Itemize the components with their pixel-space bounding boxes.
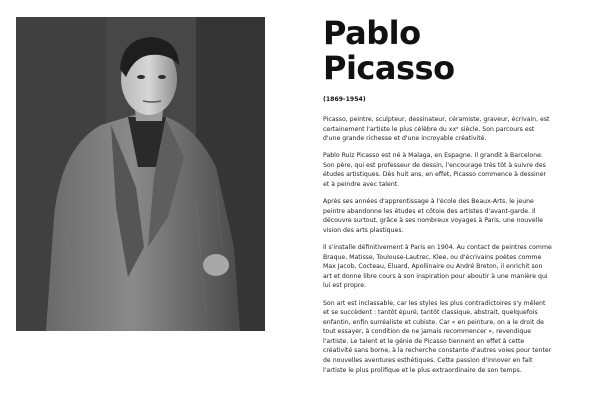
portrait-illustration [16, 17, 265, 331]
title-line-last-name: Picasso [323, 49, 455, 87]
title-line-first-name: Pablo [323, 14, 421, 52]
bio-paragraph: Après ses années d'apprentissage à l'école des Beaux-Arts, le jeune peintre abandonne les études et côtoie des artistes d'avant-garde. Il découvre surtout, grâce à ses nombreux voyages à Paris, une nouvelle vision des arts plastiques. [323, 198, 543, 234]
portrait-photo [16, 17, 265, 331]
bio-paragraph: Il s'installe définitivement à Paris en 1904. Au contact de peintres comme Braque, Matisse, Toulouse-Lautrec, Klee, ou d'écrivains poètes comme Max Jacob, Cocteau, Eluard, Apollinaire ou André Breton, il enrichit son art et donne libre cours à son inspiration pour aboutir à une manière qui lui est propre. [323, 244, 552, 290]
biography [323, 115, 553, 375]
life-dates: (1869-1954) [323, 96, 366, 103]
text-column [323, 16, 553, 383]
bio-paragraph: Pablo Ruiz Picasso est né à Malaga, en Espagne. Il grandit à Barcelone. Son père, qui est professeur de dessin, l'encourage très tôt à suivre des études artistiques. Dès huit ans, en effet, Picasso commence à dessiner et à peindre avec talent. [323, 152, 547, 189]
bio-paragraph: Picasso, peintre, sculpteur, dessinateur, céramiste, graveur, écrivain, est certainement l'artiste le plus célèbre du xxᵉ siècle. Son parcours est d'une grande richesse et d'une incroyable créativité. [323, 116, 550, 143]
page-title [323, 16, 553, 86]
bio-paragraph: Son art est inclassable, car les styles les plus contradictoires s'y mêlent et se succèdent : tantôt épuré, tantôt classique, abstrait, quelquefois enfantin, enfin surréaliste et cubiste. Car « en peinture, on a le droit de tout essayer, à condition de ne jamais recommencer », revendique l'artiste. Le talent et le génie de Picasso tiennent en effet à cette créativité sans borne, à la recherche constante d'autres voies pour tenter de nouvelles aventures esthétiques. Cette passion d'innover en fait l'artiste le plus prolifique et le plus extraordinaire de son temps. [323, 299, 552, 374]
